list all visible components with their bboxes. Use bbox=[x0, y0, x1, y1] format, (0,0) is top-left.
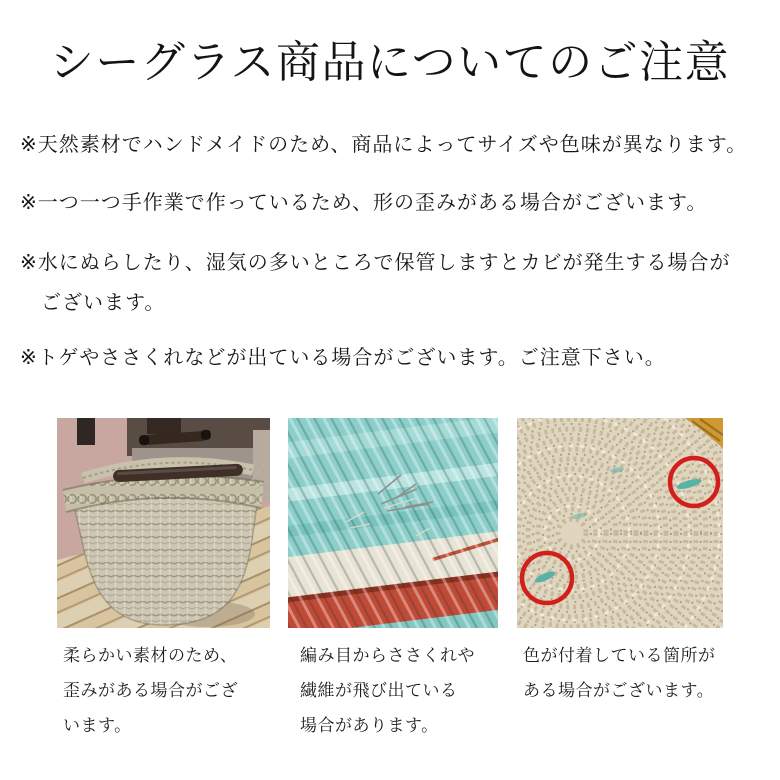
caption-line: 柔らかい素材のため、 bbox=[63, 646, 238, 665]
notice-line: ※一つ一つ手作業で作っているため、形の歪みがある場合がございます。 bbox=[20, 192, 708, 214]
color-transfer-photo bbox=[517, 418, 723, 628]
notice-item bbox=[20, 183, 770, 223]
caption-line: います。 bbox=[63, 716, 132, 735]
notice-line: ございます。 bbox=[41, 292, 166, 314]
color-transfer-graphic bbox=[517, 418, 723, 628]
basket-photo-graphic bbox=[57, 418, 270, 628]
caption-line: 編み目からささくれや bbox=[300, 646, 475, 665]
notice-line: ※天然素材でハンドメイドのため、商品によってサイズや色味が異なります。 bbox=[20, 134, 748, 156]
notice-item bbox=[20, 125, 770, 165]
caption-line: ある場合がございます。 bbox=[523, 681, 715, 700]
caption-line: 場合があります。 bbox=[300, 716, 439, 735]
caption-basket bbox=[63, 638, 238, 743]
notice-item bbox=[20, 338, 770, 378]
notice-line: ※トゲやささくれなどが出ている場合がございます。ご注意下さい。 bbox=[20, 347, 666, 369]
caption-line: 繊維が飛び出ている bbox=[300, 681, 458, 700]
frayed-fibers-photo bbox=[288, 418, 498, 628]
caption-line: 色が付着している箇所が bbox=[523, 646, 716, 665]
caption-color-transfer bbox=[523, 638, 716, 708]
seagrass-basket-photo bbox=[57, 418, 270, 628]
notice-item bbox=[20, 243, 770, 323]
page-title: シーグラス商品についてのご注意 bbox=[49, 38, 731, 87]
notice-line: ※水にぬらしたり、湿気の多いところで保管しますとカビが発生する場合が bbox=[20, 252, 731, 274]
caption-frayed bbox=[300, 638, 475, 743]
caption-line: 歪みがある場合がござ bbox=[63, 681, 238, 700]
frayed-weave-graphic bbox=[288, 418, 498, 628]
